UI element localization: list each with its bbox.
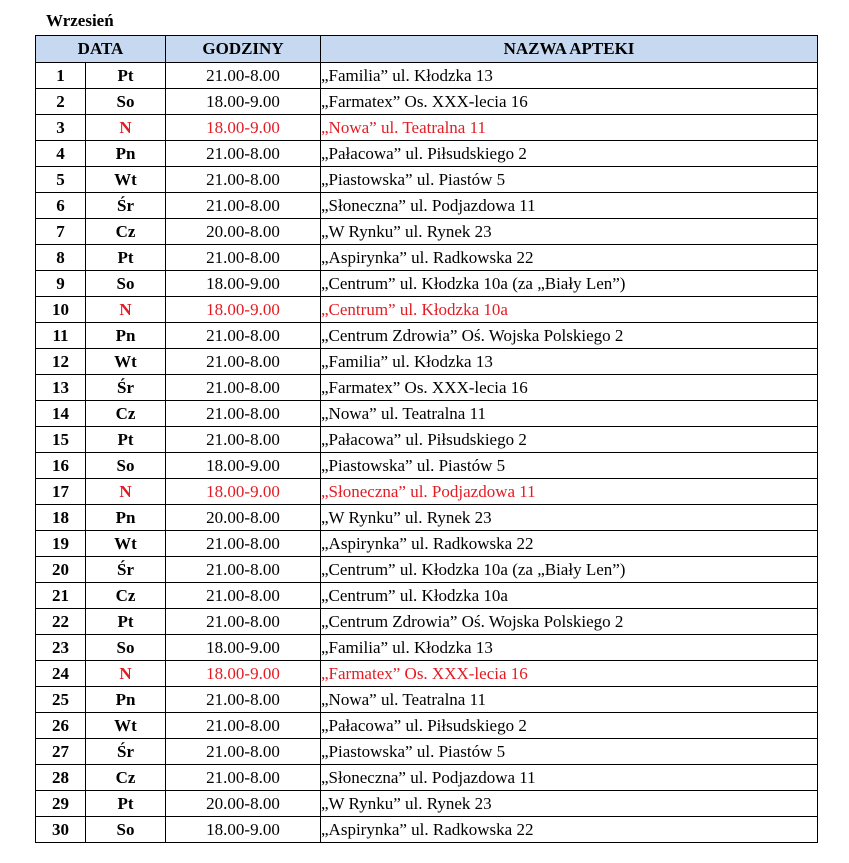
- day-number-cell: 9: [36, 271, 86, 297]
- day-number-cell: 23: [36, 635, 86, 661]
- day-number-cell: 26: [36, 713, 86, 739]
- day-number-cell: 27: [36, 739, 86, 765]
- weekday-cell: Wt: [86, 531, 166, 557]
- hours-cell: 21.00-8.00: [166, 427, 321, 453]
- pharmacy-name-cell: „Piastowska” ul. Piastów 5: [321, 167, 818, 193]
- weekday-cell: Pn: [86, 505, 166, 531]
- table-row: [36, 661, 818, 687]
- pharmacy-name-cell: „Farmatex” Os. XXX-lecia 16: [321, 89, 818, 115]
- weekday-cell: Pt: [86, 245, 166, 271]
- hours-cell: 21.00-8.00: [166, 687, 321, 713]
- hours-cell: 20.00-8.00: [166, 219, 321, 245]
- table-row: [36, 193, 818, 219]
- hours-cell: 20.00-8.00: [166, 505, 321, 531]
- day-number-cell: 3: [36, 115, 86, 141]
- day-number-cell: 2: [36, 89, 86, 115]
- hours-cell: 21.00-8.00: [166, 583, 321, 609]
- table-row: [36, 583, 818, 609]
- pharmacy-name-cell: „W Rynku” ul. Rynek 23: [321, 505, 818, 531]
- pharmacy-name-cell: „Słoneczna” ul. Podjazdowa 11: [321, 479, 818, 505]
- pharmacy-name-cell: „Centrum” ul. Kłodzka 10a (za „Biały Len”): [321, 557, 818, 583]
- weekday-cell: Pn: [86, 687, 166, 713]
- table-row: [36, 453, 818, 479]
- pharmacy-name-cell: „Słoneczna” ul. Podjazdowa 11: [321, 765, 818, 791]
- weekday-cell: Pt: [86, 427, 166, 453]
- day-number-cell: 11: [36, 323, 86, 349]
- table-row: [36, 739, 818, 765]
- hours-cell: 18.00-9.00: [166, 271, 321, 297]
- day-number-cell: 16: [36, 453, 86, 479]
- header-data: DATA: [36, 36, 166, 63]
- hours-cell: 21.00-8.00: [166, 739, 321, 765]
- pharmacy-name-cell: „W Rynku” ul. Rynek 23: [321, 219, 818, 245]
- hours-cell: 21.00-8.00: [166, 167, 321, 193]
- pharmacy-name-cell: „Farmatex” Os. XXX-lecia 16: [321, 375, 818, 401]
- day-number-cell: 18: [36, 505, 86, 531]
- day-number-cell: 21: [36, 583, 86, 609]
- day-number-cell: 10: [36, 297, 86, 323]
- hours-cell: 21.00-8.00: [166, 141, 321, 167]
- pharmacy-name-cell: „Nowa” ul. Teatralna 11: [321, 687, 818, 713]
- header-hours: GODZINY: [166, 36, 321, 63]
- hours-cell: 18.00-9.00: [166, 297, 321, 323]
- weekday-cell: So: [86, 89, 166, 115]
- weekday-cell: Wt: [86, 167, 166, 193]
- weekday-cell: N: [86, 661, 166, 687]
- hours-cell: 18.00-9.00: [166, 661, 321, 687]
- day-number-cell: 24: [36, 661, 86, 687]
- table-row: [36, 297, 818, 323]
- day-number-cell: 4: [36, 141, 86, 167]
- table-row: [36, 115, 818, 141]
- table-body: [36, 63, 818, 843]
- table-row: [36, 141, 818, 167]
- pharmacy-name-cell: „Familia” ul. Kłodzka 13: [321, 635, 818, 661]
- table-header: [36, 36, 818, 63]
- pharmacy-name-cell: „Familia” ul. Kłodzka 13: [321, 63, 818, 89]
- header-row: [36, 36, 818, 63]
- day-number-cell: 15: [36, 427, 86, 453]
- table-row: [36, 765, 818, 791]
- pharmacy-name-cell: „Aspirynka” ul. Radkowska 22: [321, 245, 818, 271]
- weekday-cell: So: [86, 453, 166, 479]
- weekday-cell: Śr: [86, 557, 166, 583]
- day-number-cell: 12: [36, 349, 86, 375]
- weekday-cell: Śr: [86, 193, 166, 219]
- day-number-cell: 5: [36, 167, 86, 193]
- day-number-cell: 14: [36, 401, 86, 427]
- table-row: [36, 219, 818, 245]
- pharmacy-name-cell: „W Rynku” ul. Rynek 23: [321, 791, 818, 817]
- hours-cell: 21.00-8.00: [166, 323, 321, 349]
- weekday-cell: Śr: [86, 375, 166, 401]
- pharmacy-name-cell: „Pałacowa” ul. Piłsudskiego 2: [321, 713, 818, 739]
- weekday-cell: Pt: [86, 609, 166, 635]
- weekday-cell: So: [86, 635, 166, 661]
- weekday-cell: N: [86, 479, 166, 505]
- table-row: [36, 63, 818, 89]
- table-row: [36, 427, 818, 453]
- table-row: [36, 635, 818, 661]
- hours-cell: 21.00-8.00: [166, 765, 321, 791]
- pharmacy-name-cell: „Centrum” ul. Kłodzka 10a: [321, 583, 818, 609]
- day-number-cell: 19: [36, 531, 86, 557]
- weekday-cell: Pt: [86, 63, 166, 89]
- table-row: [36, 557, 818, 583]
- day-number-cell: 17: [36, 479, 86, 505]
- hours-cell: 21.00-8.00: [166, 375, 321, 401]
- weekday-cell: Cz: [86, 219, 166, 245]
- pharmacy-name-cell: „Centrum Zdrowia” Oś. Wojska Polskiego 2: [321, 609, 818, 635]
- pharmacy-name-cell: „Pałacowa” ul. Piłsudskiego 2: [321, 141, 818, 167]
- day-number-cell: 6: [36, 193, 86, 219]
- table-row: [36, 323, 818, 349]
- month-title: Wrzesień: [46, 11, 114, 30]
- table-row: [36, 479, 818, 505]
- weekday-cell: Wt: [86, 349, 166, 375]
- hours-cell: 18.00-9.00: [166, 89, 321, 115]
- day-number-cell: 8: [36, 245, 86, 271]
- header-pharmacy: NAZWA APTEKI: [321, 36, 818, 63]
- table-row: [36, 713, 818, 739]
- hours-cell: 18.00-9.00: [166, 479, 321, 505]
- table-row: [36, 401, 818, 427]
- pharmacy-name-cell: „Centrum” ul. Kłodzka 10a (za „Biały Len”): [321, 271, 818, 297]
- table-row: [36, 271, 818, 297]
- table-row: [36, 687, 818, 713]
- pharmacy-name-cell: „Aspirynka” ul. Radkowska 22: [321, 531, 818, 557]
- hours-cell: 21.00-8.00: [166, 713, 321, 739]
- table-row: [36, 505, 818, 531]
- weekday-cell: Pn: [86, 141, 166, 167]
- pharmacy-name-cell: „Piastowska” ul. Piastów 5: [321, 453, 818, 479]
- pharmacy-name-cell: „Aspirynka” ul. Radkowska 22: [321, 817, 818, 843]
- pharmacy-name-cell: „Farmatex” Os. XXX-lecia 16: [321, 661, 818, 687]
- hours-cell: 21.00-8.00: [166, 401, 321, 427]
- weekday-cell: Cz: [86, 583, 166, 609]
- table-row: [36, 791, 818, 817]
- pharmacy-name-cell: „Słoneczna” ul. Podjazdowa 11: [321, 193, 818, 219]
- pharmacy-name-cell: „Centrum” ul. Kłodzka 10a: [321, 297, 818, 323]
- table-row: [36, 167, 818, 193]
- hours-cell: 18.00-9.00: [166, 453, 321, 479]
- hours-cell: 18.00-9.00: [166, 817, 321, 843]
- hours-cell: 21.00-8.00: [166, 349, 321, 375]
- day-number-cell: 28: [36, 765, 86, 791]
- weekday-cell: Cz: [86, 765, 166, 791]
- pharmacy-name-cell: „Pałacowa” ul. Piłsudskiego 2: [321, 427, 818, 453]
- day-number-cell: 20: [36, 557, 86, 583]
- weekday-cell: Cz: [86, 401, 166, 427]
- hours-cell: 18.00-9.00: [166, 115, 321, 141]
- weekday-cell: N: [86, 297, 166, 323]
- weekday-cell: Pt: [86, 791, 166, 817]
- weekday-cell: Pn: [86, 323, 166, 349]
- pharmacy-name-cell: „Familia” ul. Kłodzka 13: [321, 349, 818, 375]
- hours-cell: 21.00-8.00: [166, 193, 321, 219]
- day-number-cell: 22: [36, 609, 86, 635]
- pharmacy-name-cell: „Centrum Zdrowia” Oś. Wojska Polskiego 2: [321, 323, 818, 349]
- table-row: [36, 89, 818, 115]
- hours-cell: 21.00-8.00: [166, 245, 321, 271]
- pharmacy-name-cell: „Nowa” ul. Teatralna 11: [321, 401, 818, 427]
- day-number-cell: 1: [36, 63, 86, 89]
- day-number-cell: 13: [36, 375, 86, 401]
- pharmacy-duty-table: [35, 35, 818, 843]
- pharmacy-name-cell: „Nowa” ul. Teatralna 11: [321, 115, 818, 141]
- table-row: [36, 609, 818, 635]
- day-number-cell: 30: [36, 817, 86, 843]
- pharmacy-name-cell: „Piastowska” ul. Piastów 5: [321, 739, 818, 765]
- hours-cell: 21.00-8.00: [166, 63, 321, 89]
- weekday-cell: Śr: [86, 739, 166, 765]
- weekday-cell: So: [86, 817, 166, 843]
- hours-cell: 20.00-8.00: [166, 791, 321, 817]
- hours-cell: 21.00-8.00: [166, 557, 321, 583]
- weekday-cell: N: [86, 115, 166, 141]
- table-row: [36, 245, 818, 271]
- hours-cell: 21.00-8.00: [166, 609, 321, 635]
- hours-cell: 18.00-9.00: [166, 635, 321, 661]
- day-number-cell: 7: [36, 219, 86, 245]
- day-number-cell: 25: [36, 687, 86, 713]
- table-row: [36, 817, 818, 843]
- weekday-cell: Wt: [86, 713, 166, 739]
- table-row: [36, 375, 818, 401]
- table-row: [36, 349, 818, 375]
- weekday-cell: So: [86, 271, 166, 297]
- hours-cell: 21.00-8.00: [166, 531, 321, 557]
- day-number-cell: 29: [36, 791, 86, 817]
- table-row: [36, 531, 818, 557]
